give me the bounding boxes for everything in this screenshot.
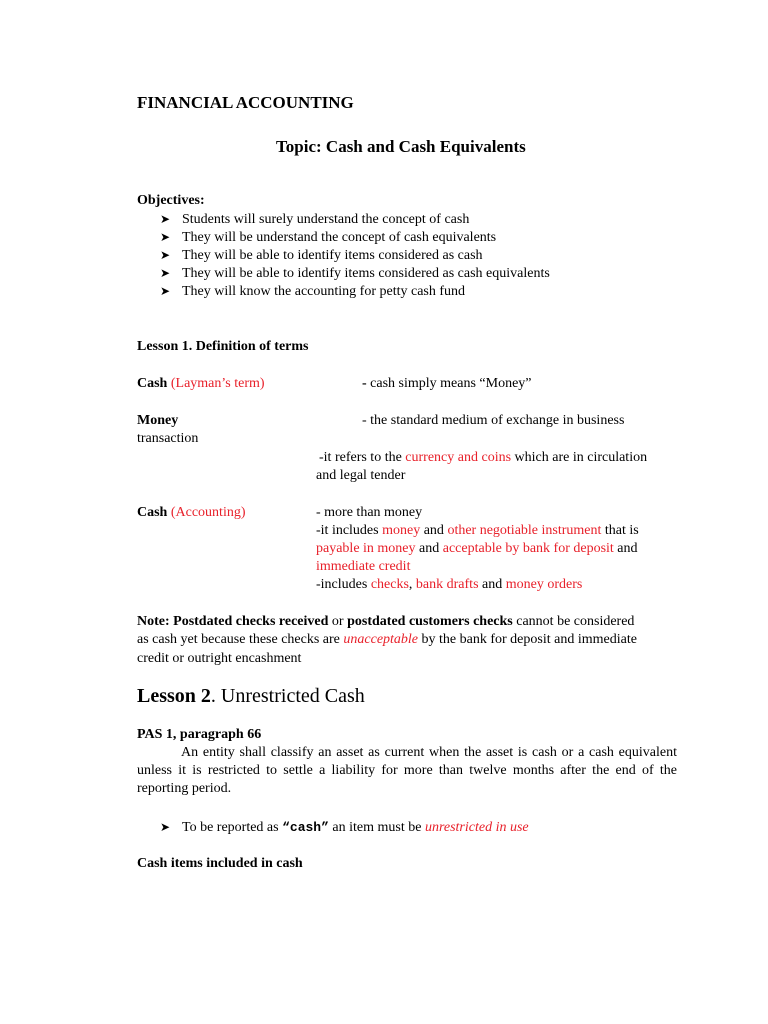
def-money-2: -it refers to the currency and coins which are in circulation xyxy=(319,450,648,465)
def-cash-accounting-1: - more than money xyxy=(316,505,423,520)
arrow-bullet-icon: ➤ xyxy=(160,266,171,280)
def-cash-accounting-4: immediate credit xyxy=(316,559,411,574)
note-line-2: as cash yet because these checks are unacceptable by the bank for deposit and immediate xyxy=(137,632,637,647)
unrestricted-bullet: ➤ To be reported as “cash” an item must be unrestricted in use xyxy=(160,820,529,835)
def-cash-layman: - cash simply means “Money” xyxy=(362,376,532,391)
pas-paragraph: An entity shall classify an asset as current when the asset is cash or a cash equivalent unless it is restricted to settle a liability for more than twelve months after the end of the reporting period. xyxy=(137,745,677,796)
arrow-bullet-icon: ➤ xyxy=(160,230,171,244)
objectives-heading: Objectives: xyxy=(137,193,205,208)
objective-item: ➤ Students will surely understand the concept of cash xyxy=(160,212,470,227)
note-line-1: Note: Postdated checks received or postdated customers checks cannot be considered xyxy=(137,614,635,629)
term-cash-layman: Cash (Layman’s term) xyxy=(137,376,265,391)
def-money-2-cont: and legal tender xyxy=(316,468,406,483)
lesson2-heading: Lesson 2. Unrestricted Cash xyxy=(137,685,365,707)
topic-title: Topic: Cash and Cash Equivalents xyxy=(276,137,526,156)
lesson1-heading: Lesson 1. Definition of terms xyxy=(137,339,309,354)
objective-item: ➤ They will be able to identify items considered as cash xyxy=(160,248,483,263)
objective-item: ➤ They will know the accounting for petty cash fund xyxy=(160,284,466,299)
cash-items-heading: Cash items included in cash xyxy=(137,856,303,871)
objective-item: ➤ They will be understand the concept of cash equivalents xyxy=(160,230,497,245)
course-title: FINANCIAL ACCOUNTING xyxy=(137,93,354,112)
note-line-3: credit or outright encashment xyxy=(137,651,302,666)
term-cash-accounting: Cash (Accounting) xyxy=(137,505,246,520)
arrow-bullet-icon: ➤ xyxy=(160,820,171,834)
objective-item: ➤ They will be able to identify items considered as cash equivalents xyxy=(160,266,550,281)
def-money-1: - the standard medium of exchange in business xyxy=(362,413,625,428)
arrow-bullet-icon: ➤ xyxy=(160,284,171,298)
arrow-bullet-icon: ➤ xyxy=(160,248,171,262)
pas-heading: PAS 1, paragraph 66 xyxy=(137,727,262,742)
def-cash-accounting-3: payable in money and acceptable by bank for deposit and xyxy=(316,541,638,556)
def-money-1-cont: transaction xyxy=(137,431,199,446)
def-cash-accounting-2: -it includes money and other negotiable instrument that is xyxy=(316,523,639,538)
def-cash-accounting-5: -includes checks, bank drafts and money orders xyxy=(316,577,583,592)
arrow-bullet-icon: ➤ xyxy=(160,212,171,226)
term-money: Money xyxy=(137,413,179,428)
